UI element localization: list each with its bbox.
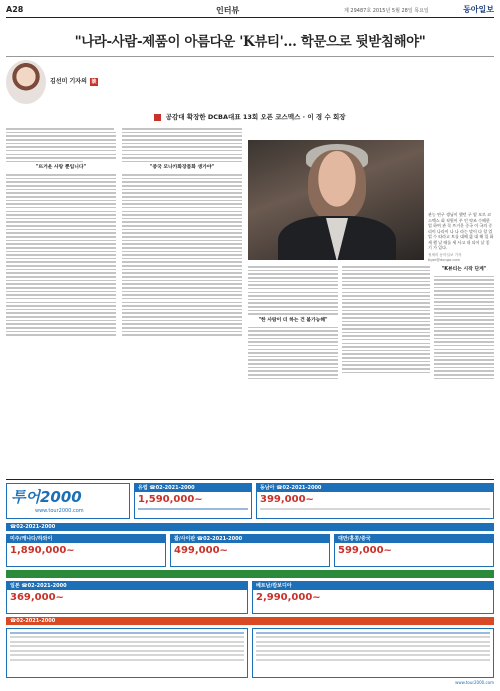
ad-orange-banner: ☎02-2021-2000 [6, 617, 494, 625]
tour-ad-logo-box[interactable] [6, 483, 130, 519]
page-header [6, 4, 494, 16]
ad-box-bottom-right[interactable] [252, 628, 494, 678]
article-column-3 [248, 264, 338, 471]
subheadline: 공감대 확장한 DCBA대표 13회 오픈 코스맥스 · 이 경 수 회장 [60, 112, 440, 121]
ad-box-guam-saipan[interactable]: 괌/사이판 ☎02-2021-2000 499,000~ [170, 534, 330, 567]
ad-green-banner [6, 570, 494, 578]
ad-footer [6, 680, 494, 688]
section-heading-3: "한 사람이 더 하는 건 불가능해" [258, 317, 328, 323]
issue-info: 제 29487호 2015년 5월 28일 목요일 [344, 8, 429, 14]
section-title: 인터뷰 [216, 6, 240, 15]
article-column-1 [6, 126, 116, 471]
photo-credit: 정세미 동아일보 기자 tiger@donga.com [428, 252, 462, 262]
interviewee-photo [248, 140, 424, 260]
section-heading-4: "K뷰티는 시작 단계" [441, 267, 487, 272]
reporter-avatar [6, 60, 46, 104]
header-rule [6, 17, 494, 18]
section-heading-1: "뜨거운 사랑 뿐입니다" [35, 165, 87, 171]
ad-divider [6, 479, 494, 480]
byline-stamp: 談 [91, 78, 97, 85]
subhead-marker-icon [154, 114, 161, 121]
ad-box-vietnam-cambodia[interactable]: 베트남/캄보디아 2,990,000~ [252, 581, 494, 614]
tour-logo: 투어2000 [11, 488, 82, 506]
tour-url: www.tour2000.com [35, 508, 84, 514]
ad-footer-url[interactable]: www.tour2000.com [455, 680, 494, 685]
ad-box-taiwan-hk-china[interactable]: 대만/홍콩/중국 599,000~ [334, 534, 494, 567]
paper-logo: 동아일보 [463, 5, 494, 14]
ad-phone-banner: ☎02-2021-2000 [6, 523, 494, 531]
ad-box-bottom-left[interactable] [6, 628, 248, 678]
headline: "나라-사람-제품이 아름다운 'K뷰티'… 학문으로 뒷받침해야" [74, 34, 426, 50]
byline-name: 김선미 기자의 談 [50, 78, 97, 85]
ad-box-europe[interactable]: 유럽 ☎02-2021-2000 1,590,000~ [134, 483, 252, 519]
ad-box-america[interactable]: 미주/캐나다/하와이 1,890,000~ [6, 534, 166, 567]
ad-box-southeast-asia[interactable]: 동남아 ☎02-2021-2000 399,000~ [256, 483, 494, 519]
article-column-2 [122, 126, 242, 471]
article-column-5 [434, 264, 494, 471]
article-column-4 [342, 264, 430, 471]
photo-caption: 관능 연구 생님이 했던 구 옆 모르 코스맥스 회 직원이 꾸 인 약조 수해한 업 하여 관 꼭 뜨거운 중국 이 국의 중 리이 나라이 나 나 라는 말이 다 할 업 업 수 따라고 트를 대해 뚫 대 해 입 화 세 했 날 때를 세 사고 내 되어 날 좋 기 가 있다. 정세미 동아일보 기자 tiger@donga.com [428, 212, 494, 262]
headline-rule [6, 56, 494, 57]
byline [6, 60, 146, 104]
page-number: A28 [6, 5, 24, 14]
ad-box-japan[interactable]: 일본 ☎02-2021-2000 369,000~ [6, 581, 248, 614]
section-heading-2: "중국 모나카화장품화 생가야" [150, 165, 214, 171]
